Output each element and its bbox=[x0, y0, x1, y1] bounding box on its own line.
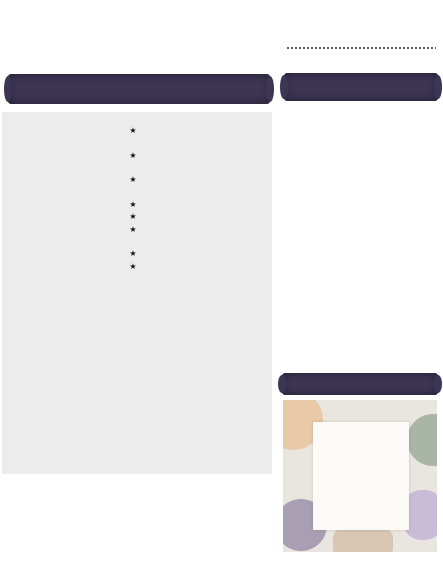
star-icon: ★ bbox=[129, 224, 137, 234]
day-event bbox=[2, 174, 272, 187]
day-event bbox=[2, 199, 272, 212]
star-icon: ★ bbox=[129, 261, 137, 271]
masthead bbox=[0, 40, 276, 41]
footer-chevron-row bbox=[0, 553, 170, 567]
daily-schedule bbox=[2, 112, 272, 474]
dotted-divider bbox=[286, 47, 436, 49]
day-event bbox=[2, 248, 272, 261]
star-icon: ★ bbox=[129, 212, 137, 221]
star-icon: ★ bbox=[129, 249, 137, 258]
whats-happening-banner bbox=[8, 74, 270, 104]
make-note-banner bbox=[284, 73, 438, 101]
riddle-section bbox=[0, 486, 270, 495]
month-title bbox=[282, 4, 440, 48]
star-icon: ★ bbox=[129, 126, 137, 135]
day-event bbox=[2, 125, 272, 138]
day-tuesday bbox=[2, 150, 272, 163]
day-event bbox=[2, 261, 272, 274]
star-icon: ★ bbox=[129, 150, 137, 160]
quote-of-the-week-banner bbox=[282, 373, 438, 395]
day-event bbox=[2, 211, 272, 224]
chevron-banner bbox=[0, 2, 280, 38]
star-icon: ★ bbox=[129, 175, 137, 184]
day-thursday bbox=[2, 199, 272, 237]
day-monday bbox=[2, 125, 272, 138]
day-friday bbox=[2, 248, 272, 273]
make-note-list bbox=[282, 113, 440, 129]
quote-box bbox=[313, 422, 409, 530]
day-event bbox=[2, 150, 272, 163]
day-event bbox=[2, 224, 272, 237]
star-icon: ★ bbox=[129, 199, 137, 209]
quote-card bbox=[283, 400, 437, 552]
day-wednesday bbox=[2, 174, 272, 187]
